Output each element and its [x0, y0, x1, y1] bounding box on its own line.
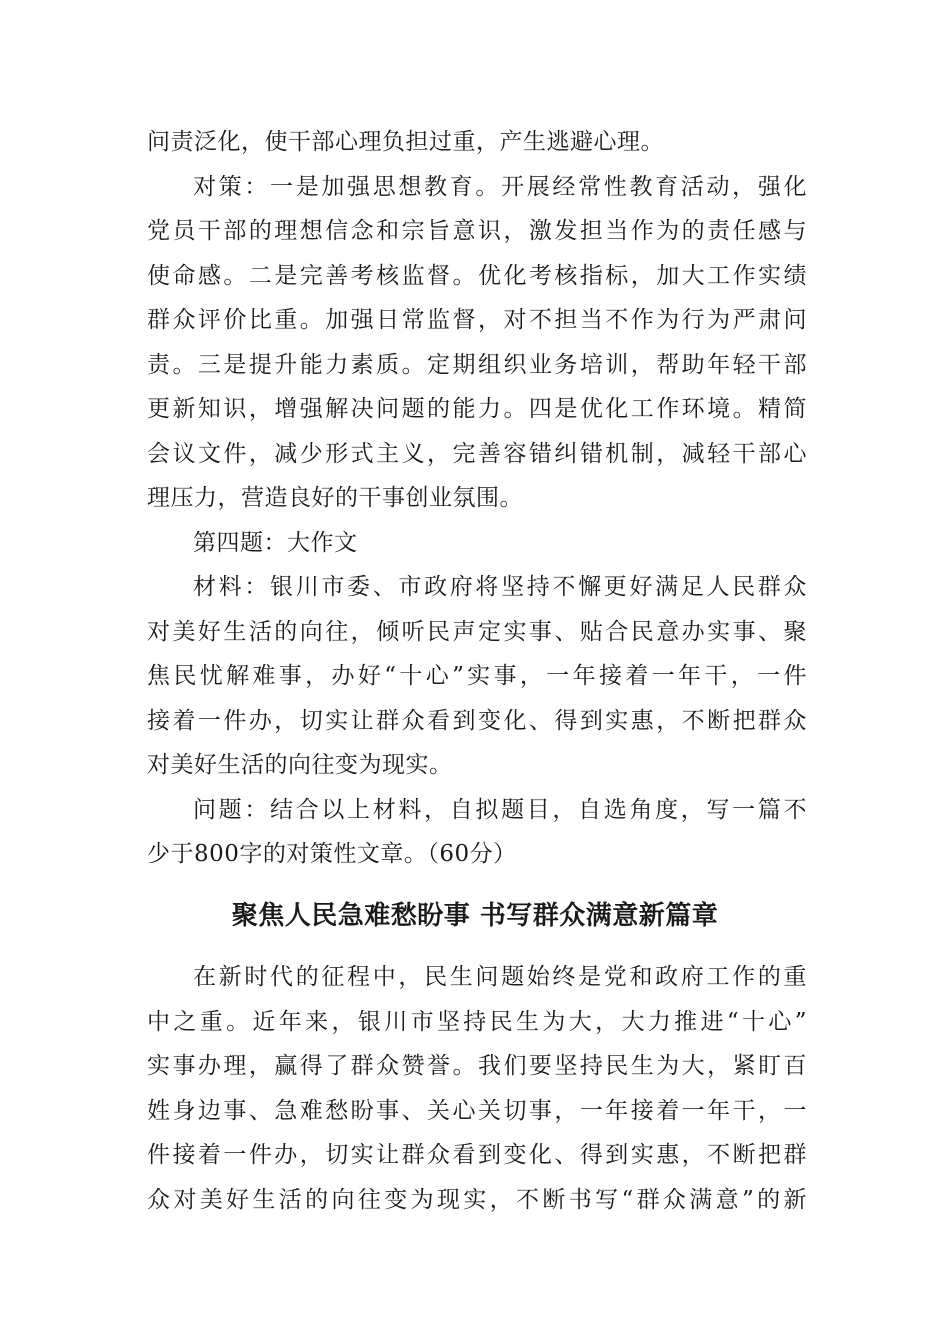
- paragraph-line: 责。三是提升能力素质。定期组织业务培训，帮助年轻干部: [147, 352, 807, 378]
- paragraph-line: 对美好生活的向往变为现实。: [147, 752, 453, 778]
- paragraph-line: 焦民忧解难事，办好“十心”实事，一年接着一年干，一件: [147, 663, 807, 689]
- paragraph-line: 问责泛化，使干部心理负担过重，产生逃避心理。: [147, 129, 664, 155]
- essay-line: 实事办理，赢得了群众赞誉。我们要坚持民生为大，紧盯百: [147, 1053, 807, 1079]
- paragraph-line: 材料：银川市委、市政府将坚持不懈更好满足人民群众: [193, 574, 807, 600]
- essay-line: 在新时代的征程中，民生问题始终是党和政府工作的重: [193, 964, 807, 990]
- paragraph-line: 问题：结合以上材料，自拟题目，自选角度，写一篇不: [193, 797, 807, 823]
- essay-line: 件接着一件办，切实让群众看到变化、得到实惠，不断把群: [147, 1142, 807, 1168]
- essay-line: 众对美好生活的向往变为现实，不断书写“群众满意”的新: [147, 1187, 807, 1213]
- paragraph-line: 使命感。二是完善考核监督。优化考核指标，加大工作实绩: [147, 263, 807, 289]
- paragraph-line: 对策：一是加强思想教育。开展经常性教育活动，强化: [193, 174, 807, 200]
- paragraph-line: 群众评价比重。加强日常监督，对不担当不作为行为严肃问: [147, 307, 807, 333]
- paragraph-line: 少于800字的对策性文章。（60分）: [147, 841, 517, 867]
- essay-line: 姓身边事、急难愁盼事、关心关切事，一年接着一年干，一: [147, 1098, 807, 1124]
- paragraph-line: 理压力，营造良好的干事创业氛围。: [147, 485, 523, 511]
- paragraph-line: 会议文件，减少形式主义，完善容错纠错机制，减轻干部心: [147, 441, 807, 467]
- section-heading: 第四题：大作文: [193, 530, 358, 556]
- paragraph-line: 更新知识，增强解决问题的能力。四是优化工作环境。精简: [147, 396, 807, 422]
- paragraph-line: 对美好生活的向往，倾听民声定实事、贴合民意办实事、聚: [147, 619, 807, 645]
- essay-title: 聚焦人民急难愁盼事 书写群众满意新篇章: [231, 901, 719, 931]
- essay-line: 中之重。近年来，银川市坚持民生为大，大力推进“十心”: [147, 1009, 807, 1035]
- paragraph-line: 党员干部的理想信念和宗旨意识，激发担当作为的责任感与: [147, 218, 807, 244]
- paragraph-line: 接着一件办，切实让群众看到变化、得到实惠，不断把群众: [147, 708, 807, 734]
